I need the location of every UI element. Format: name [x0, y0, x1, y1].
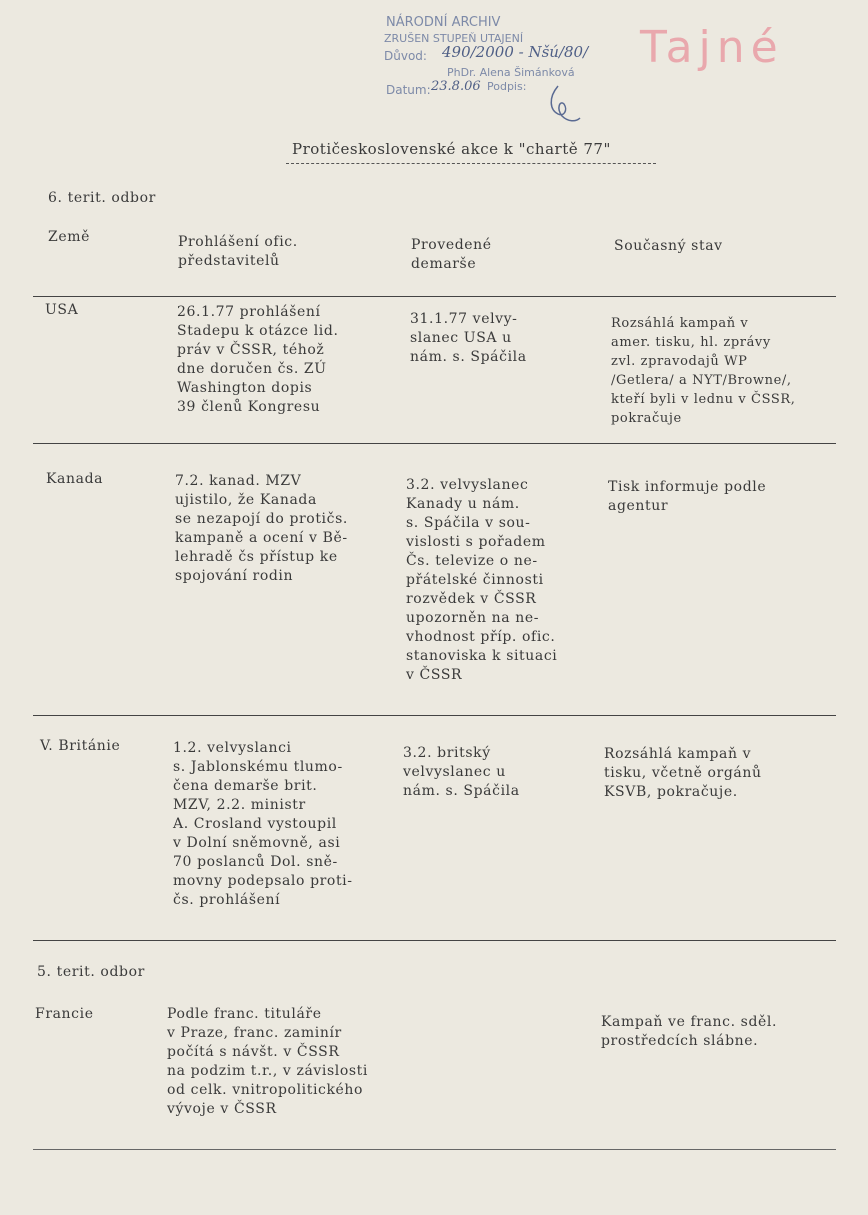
row-usa-country: USA — [45, 302, 79, 318]
bottom-rule — [33, 1149, 836, 1150]
column-header-country: Země — [48, 229, 90, 245]
row-britain-statements: 1.2. velvyslanci s. Jablonskému tlumo- čena demarše brit. MZV, 2.2. ministr A. Crosland vystoupil v Dolní sněmovně, asi 70 poslanců Dol. sně- movny podepsalo proti- čs. prohlášení — [173, 740, 353, 908]
stamp-signature-label: Podpis: — [487, 80, 527, 93]
signature-mark — [544, 80, 584, 126]
stamp-date-label: Datum: — [386, 83, 431, 97]
row-rule — [33, 940, 836, 941]
stamp-reason-label: Důvod: — [384, 49, 427, 63]
row-rule — [33, 443, 836, 444]
header-rule — [33, 296, 836, 297]
row-kanada-status: Tisk informuje podle agentur — [608, 479, 767, 514]
stamp-archive-name: NÁRODNÍ ARCHIV — [386, 15, 501, 30]
row-rule — [33, 715, 836, 716]
stamp-declassified: ZRUŠEN STUPEŇ UTAJENÍ — [384, 32, 524, 45]
archive-stamp — [384, 16, 624, 116]
row-kanada-statements: 7.2. kanad. MZV ujistilo, že Kanada se nezapojí do protičs. kampaně a ocení v Bě- lehradě čs přístup ke spojování rodin — [175, 473, 348, 584]
row-britain-demarches: 3.2. britský velvyslanec u nám. s. Spáčila — [403, 745, 520, 799]
row-usa-status: Rozsáhlá kampaň v amer. tisku, hl. zprávy zvl. zpravodajů WP /Getlera/ a NYT/Browne/, kteří byli v lednu v ČSSR, pokračuje — [611, 316, 796, 426]
column-header-demarches: Provedené demarše — [411, 237, 492, 272]
column-header-statements: Prohlášení ofic. představitelů — [178, 234, 298, 269]
title-underline — [286, 163, 656, 164]
row-france-country: Francie — [35, 1006, 94, 1022]
document-title: Protičeskoslovenské akce k "chartě 77" — [292, 140, 611, 158]
row-kanada-demarches: 3.2. velvyslanec Kanady u nám. s. Spáčila v sou- vislosti s pořadem Čs. televize o ne- přátelské činnosti rozvědek v ČSSR upozorněn na ne- vhodnost příp. ofic. stanoviska k situaci v ČSSR — [406, 477, 558, 683]
classification-mark: Tajné — [640, 22, 784, 73]
row-usa-demarches: 31.1.77 velvy- slanec USA u nám. s. Spáčila — [410, 311, 527, 365]
row-britain-status: Rozsáhlá kampaň v tisku, včetně orgánů KSVB, pokračuje. — [604, 746, 762, 800]
stamp-date-value: 23.8.06 — [431, 79, 481, 94]
column-header-status: Současný stav — [614, 238, 723, 254]
section-label: 6. terit. odbor — [48, 190, 156, 206]
section-label: 5. terit. odbor — [37, 964, 145, 980]
row-kanada-country: Kanada — [46, 471, 104, 487]
stamp-archivist-name: PhDr. Alena Šimánková — [447, 66, 575, 79]
row-usa-statements: 26.1.77 prohlášení Stadepu k otázce lid. práv v ČSSR, téhož dne doručen čs. ZÚ Washington dopis 39 členů Kongresu — [177, 304, 339, 415]
row-britain-country: V. Británie — [40, 738, 121, 754]
stamp-reason-value: 490/2000 - Nšú/80/ — [442, 43, 589, 61]
row-france-status: Kampaň ve franc. sděl. prostředcích slábne. — [601, 1014, 778, 1049]
row-france-statements: Podle franc. tituláře v Praze, franc. zaminír počítá s návšt. v ČSSR na podzim t.r., v závislosti od celk. vnitropolitického vývoje v ČSSR — [167, 1006, 368, 1117]
